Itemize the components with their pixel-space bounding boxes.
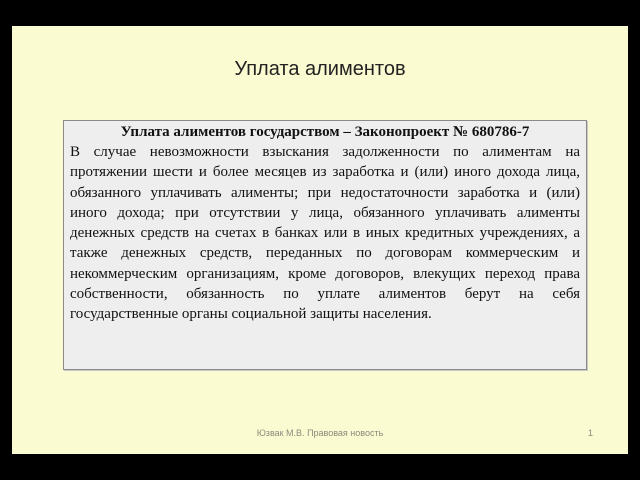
content-box (63, 120, 587, 370)
slide-footer: Юзвак М.В. Правовая новость (256, 428, 384, 438)
slide (12, 26, 628, 454)
box-text: В случае невозможности взыскания задолженности по алиментам на протяжении шести и более месяцев из заработка и (или) иного дохода лица, обязанного уплачивать алименты; при недостаточности заработка и (или) иного дохода; при отсутствии у лица, обязанного уплачивать алименты денежных средств на счетах в банках или в иных кредитных учреждениях, а также денежных средств, переданных по договорам коммерческим и некоммерческим организациям, кроме договоров, влекущих переход права собственности, обязанность по уплате алиментов берут на себя государственные органы социальной защиты населения. (70, 144, 580, 323)
slide-number: 1 (588, 428, 594, 438)
slide-title: Уплата алиментов (234, 58, 406, 80)
box-heading: Уплата алиментов государством – Законопроект № 680786-7 (120, 124, 530, 140)
